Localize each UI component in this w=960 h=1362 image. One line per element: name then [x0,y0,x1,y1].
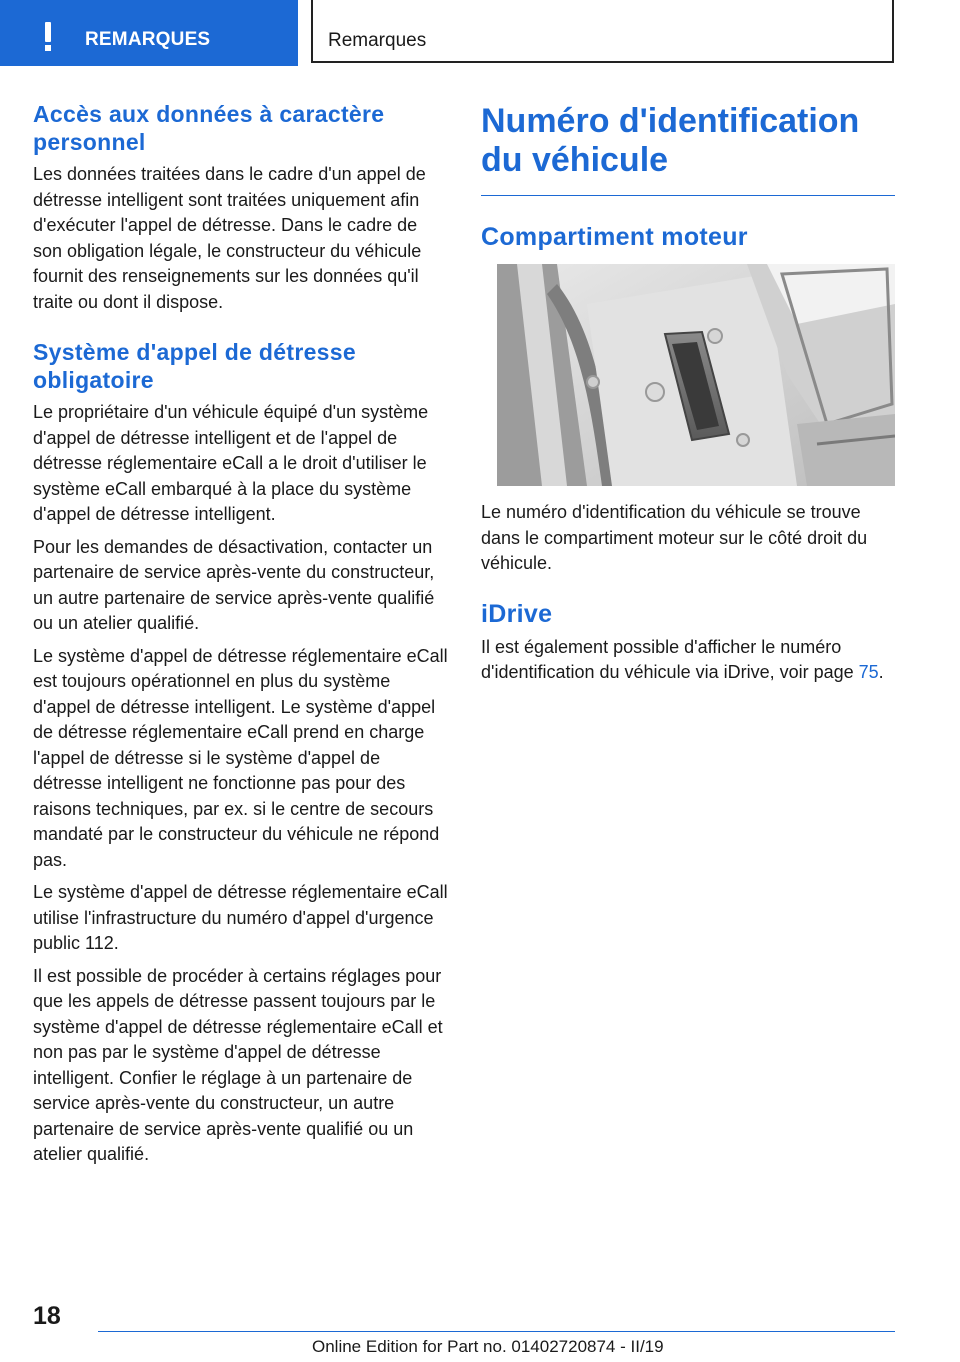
paragraph: Le numéro d'identification du véhicule se trouve dans le compartiment moteur sur le côté droit du véhicule. [481,502,868,573]
page-number: 18 [33,1302,61,1330]
page-link[interactable]: 75 [858,662,879,682]
paragraph-text: Il est également possible d'afficher le numéro d'identification du véhicule via iDrive, voir page [481,636,859,682]
engine-compartment-photo [497,264,895,486]
paragraph-end: . [878,662,884,682]
footer-divider [98,1331,895,1332]
paragraph: Le système d'appel de détresse réglementaire eCall est toujours opérationnel en plus du système d'appel de détresse intelligent. Le système d'appel de détresse réglementaire eCall prend en charge l'appel de détresse si le système d'appel de détresse intelligent ne fonctionne pas pour des raisons techniques, par ex. si le centre de secours mandaté par le constructeur du véhicule ne répond pas. [33,645,448,870]
left-column [33,100,448,1175]
page-title: Numéro d'identification du véhicule [481,102,860,179]
paragraph [481,635,895,686]
paragraph: Le propriétaire d'un véhicule équipé d'un système d'appel de détresse intelligent et de l'appel de détresse réglementaire eCall a le droit d'utiliser le système eCall embarqué à la place du système d'appel de détresse intelligent. [33,402,429,524]
chapter-tab [0,0,298,66]
subsection-title-idrive: iDrive [481,599,553,628]
paragraph: Le système d'appel de détresse réglementaire eCall utilise l'infrastructure du numéro d'appel d'urgence public 112. [33,882,448,953]
paragraph: Pour les demandes de désactivation, contacter un partenaire de service après-vente du constructeur, un autre partenaire de service après-vente qualifié ou un atelier qualifié. [33,536,435,633]
chapter-tab-label: REMARQUES [85,29,211,50]
paragraph: Les données traitées dans le cadre d'un appel de détresse intelligent sont traitées uniquement afin d'exécuter l'appel de détresse. Dans le cadre de son obligation légale, le constructeur du véhicule fournit des renseignements sur les données qu'il traite ou dont il dispose. [33,164,426,312]
title-divider [481,195,895,196]
exclamation-icon-dot [45,45,51,51]
section-header-label: Remarques [328,30,427,51]
exclamation-icon [45,22,51,42]
paragraph: Il est possible de procéder à certains réglages pour que les appels de détresse passent toujours par le système d'appel de détresse réglementaire eCall et non pas par le système d'appel de détresse intelligent. Confier le réglage à un partenaire de service après-vente du constructeur, un autre partenaire de service après-vente qualifié ou un atelier qualifié. [33,965,443,1164]
section-title-data-access: Accès aux données à caractère personnel [33,101,385,155]
right-column [481,100,895,693]
subsection-title-engine: Compartiment moteur [481,223,748,251]
section-header-box [311,0,894,63]
footer-edition: Online Edition for Part no. 01402720874 - II/19 [312,1337,664,1356]
section-title-ecall: Système d'appel de détresse obligatoire [33,339,356,393]
